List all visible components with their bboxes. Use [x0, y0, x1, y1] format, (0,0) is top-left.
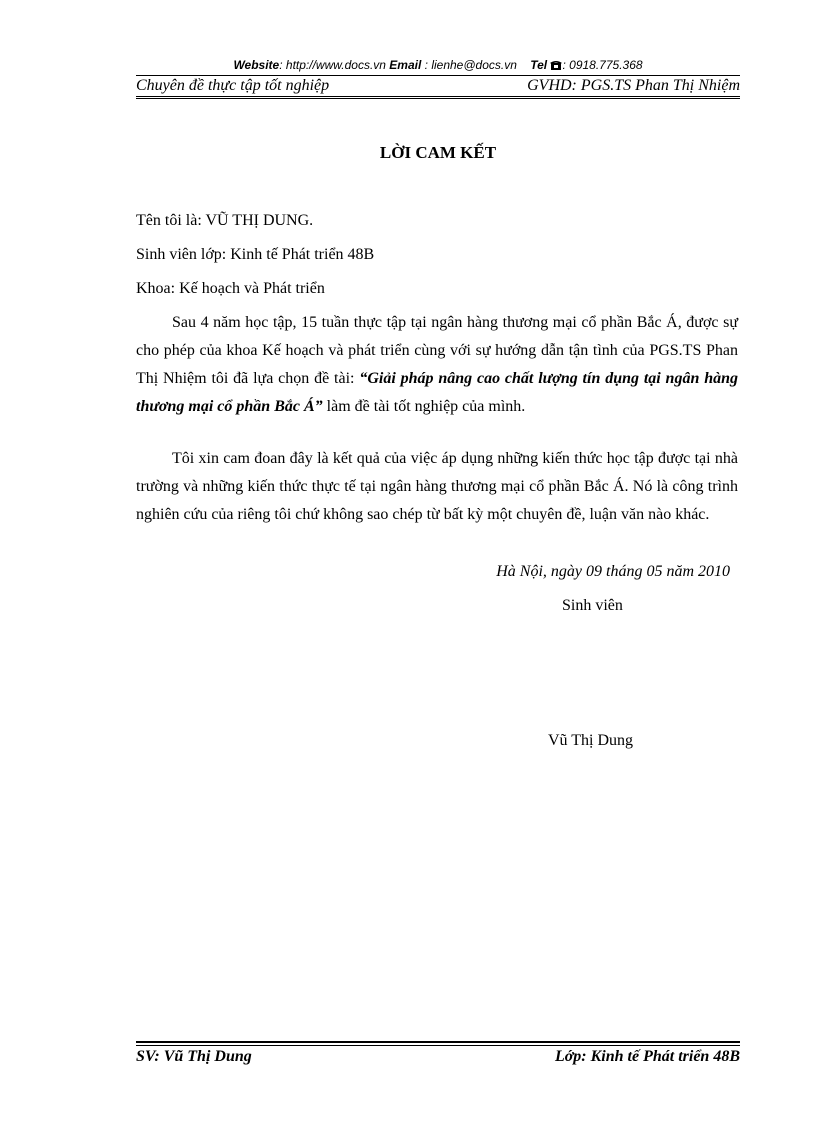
- tel-label: Tel: [530, 58, 548, 72]
- page-title: LỜI CAM KẾT: [379, 143, 497, 162]
- page-footer: [136, 1046, 740, 1068]
- header-bottom-rule: [136, 96, 740, 97]
- signature-name: Vũ Thị Dung: [548, 732, 634, 749]
- website-contact-bar: [136, 57, 740, 73]
- student-faculty-line: Khoa: Kế hoạch và Phát triển: [136, 280, 325, 297]
- footer-student: SV: Vũ Thị Dung: [136, 1048, 252, 1065]
- footer-rule: [136, 1041, 740, 1043]
- student-class-line: Sinh viên lớp: Kinh tế Phát triển 48B: [136, 246, 375, 263]
- paragraph-topic-tail: làm đề tài tốt nghiệp của mình.: [322, 398, 526, 415]
- header-bottom-rule-double: [136, 98, 740, 99]
- tel-value: : 0918.775.368: [562, 58, 643, 72]
- thesis-topic: “Giải pháp nâng cao chất lượng tín dụng tại ngân hàng thương mại cổ phần Bắc Á”: [136, 370, 738, 415]
- phone-icon: [550, 60, 562, 70]
- page-header: [136, 76, 740, 96]
- website-label: Website: [233, 58, 280, 72]
- paragraph-commitment: Tôi xin cam đoan đây là kết quả của việc áp dụng những kiến thức học tập được tại nhà trường và những kiến thức thực tế tại ngân hàng thương mại cổ phần Bắc Á. Nó là công trình nghiên cứu của riêng tôi chứ không sao chép từ bất kỳ một chuyên đề, luận văn nào khác.: [136, 450, 738, 523]
- header-course: Chuyên đề thực tập tốt nghiệp: [136, 77, 330, 94]
- email-value: : lienhe@docs.vn: [424, 58, 517, 72]
- email-label: Email: [389, 58, 422, 72]
- header-supervisor: GVHD: PGS.TS Phan Thị Nhiệm: [527, 77, 740, 94]
- student-name-line: Tên tôi là: VŨ THỊ DUNG.: [136, 212, 314, 229]
- place-date: Hà Nội, ngày 09 tháng 05 năm 2010: [496, 563, 730, 580]
- signature-role: Sinh viên: [562, 597, 623, 614]
- paragraph-topic-lead: Sau 4 năm học tập, 15 tuần thực tập tại ngân hàng thương mại cổ phần Bắc Á, được sự cho phép của khoa Kế hoạch và phát triển cùng với sự hướng dẫn tận tình của PGS.TS Phan Thị Nhiệm tôi đã lựa chọn đề tài:: [136, 314, 738, 387]
- website-value: : http://www.docs.vn: [279, 58, 386, 72]
- footer-class: Lớp: Kinh tế Phát triển 48B: [554, 1048, 740, 1065]
- paragraph-topic: [136, 309, 738, 421]
